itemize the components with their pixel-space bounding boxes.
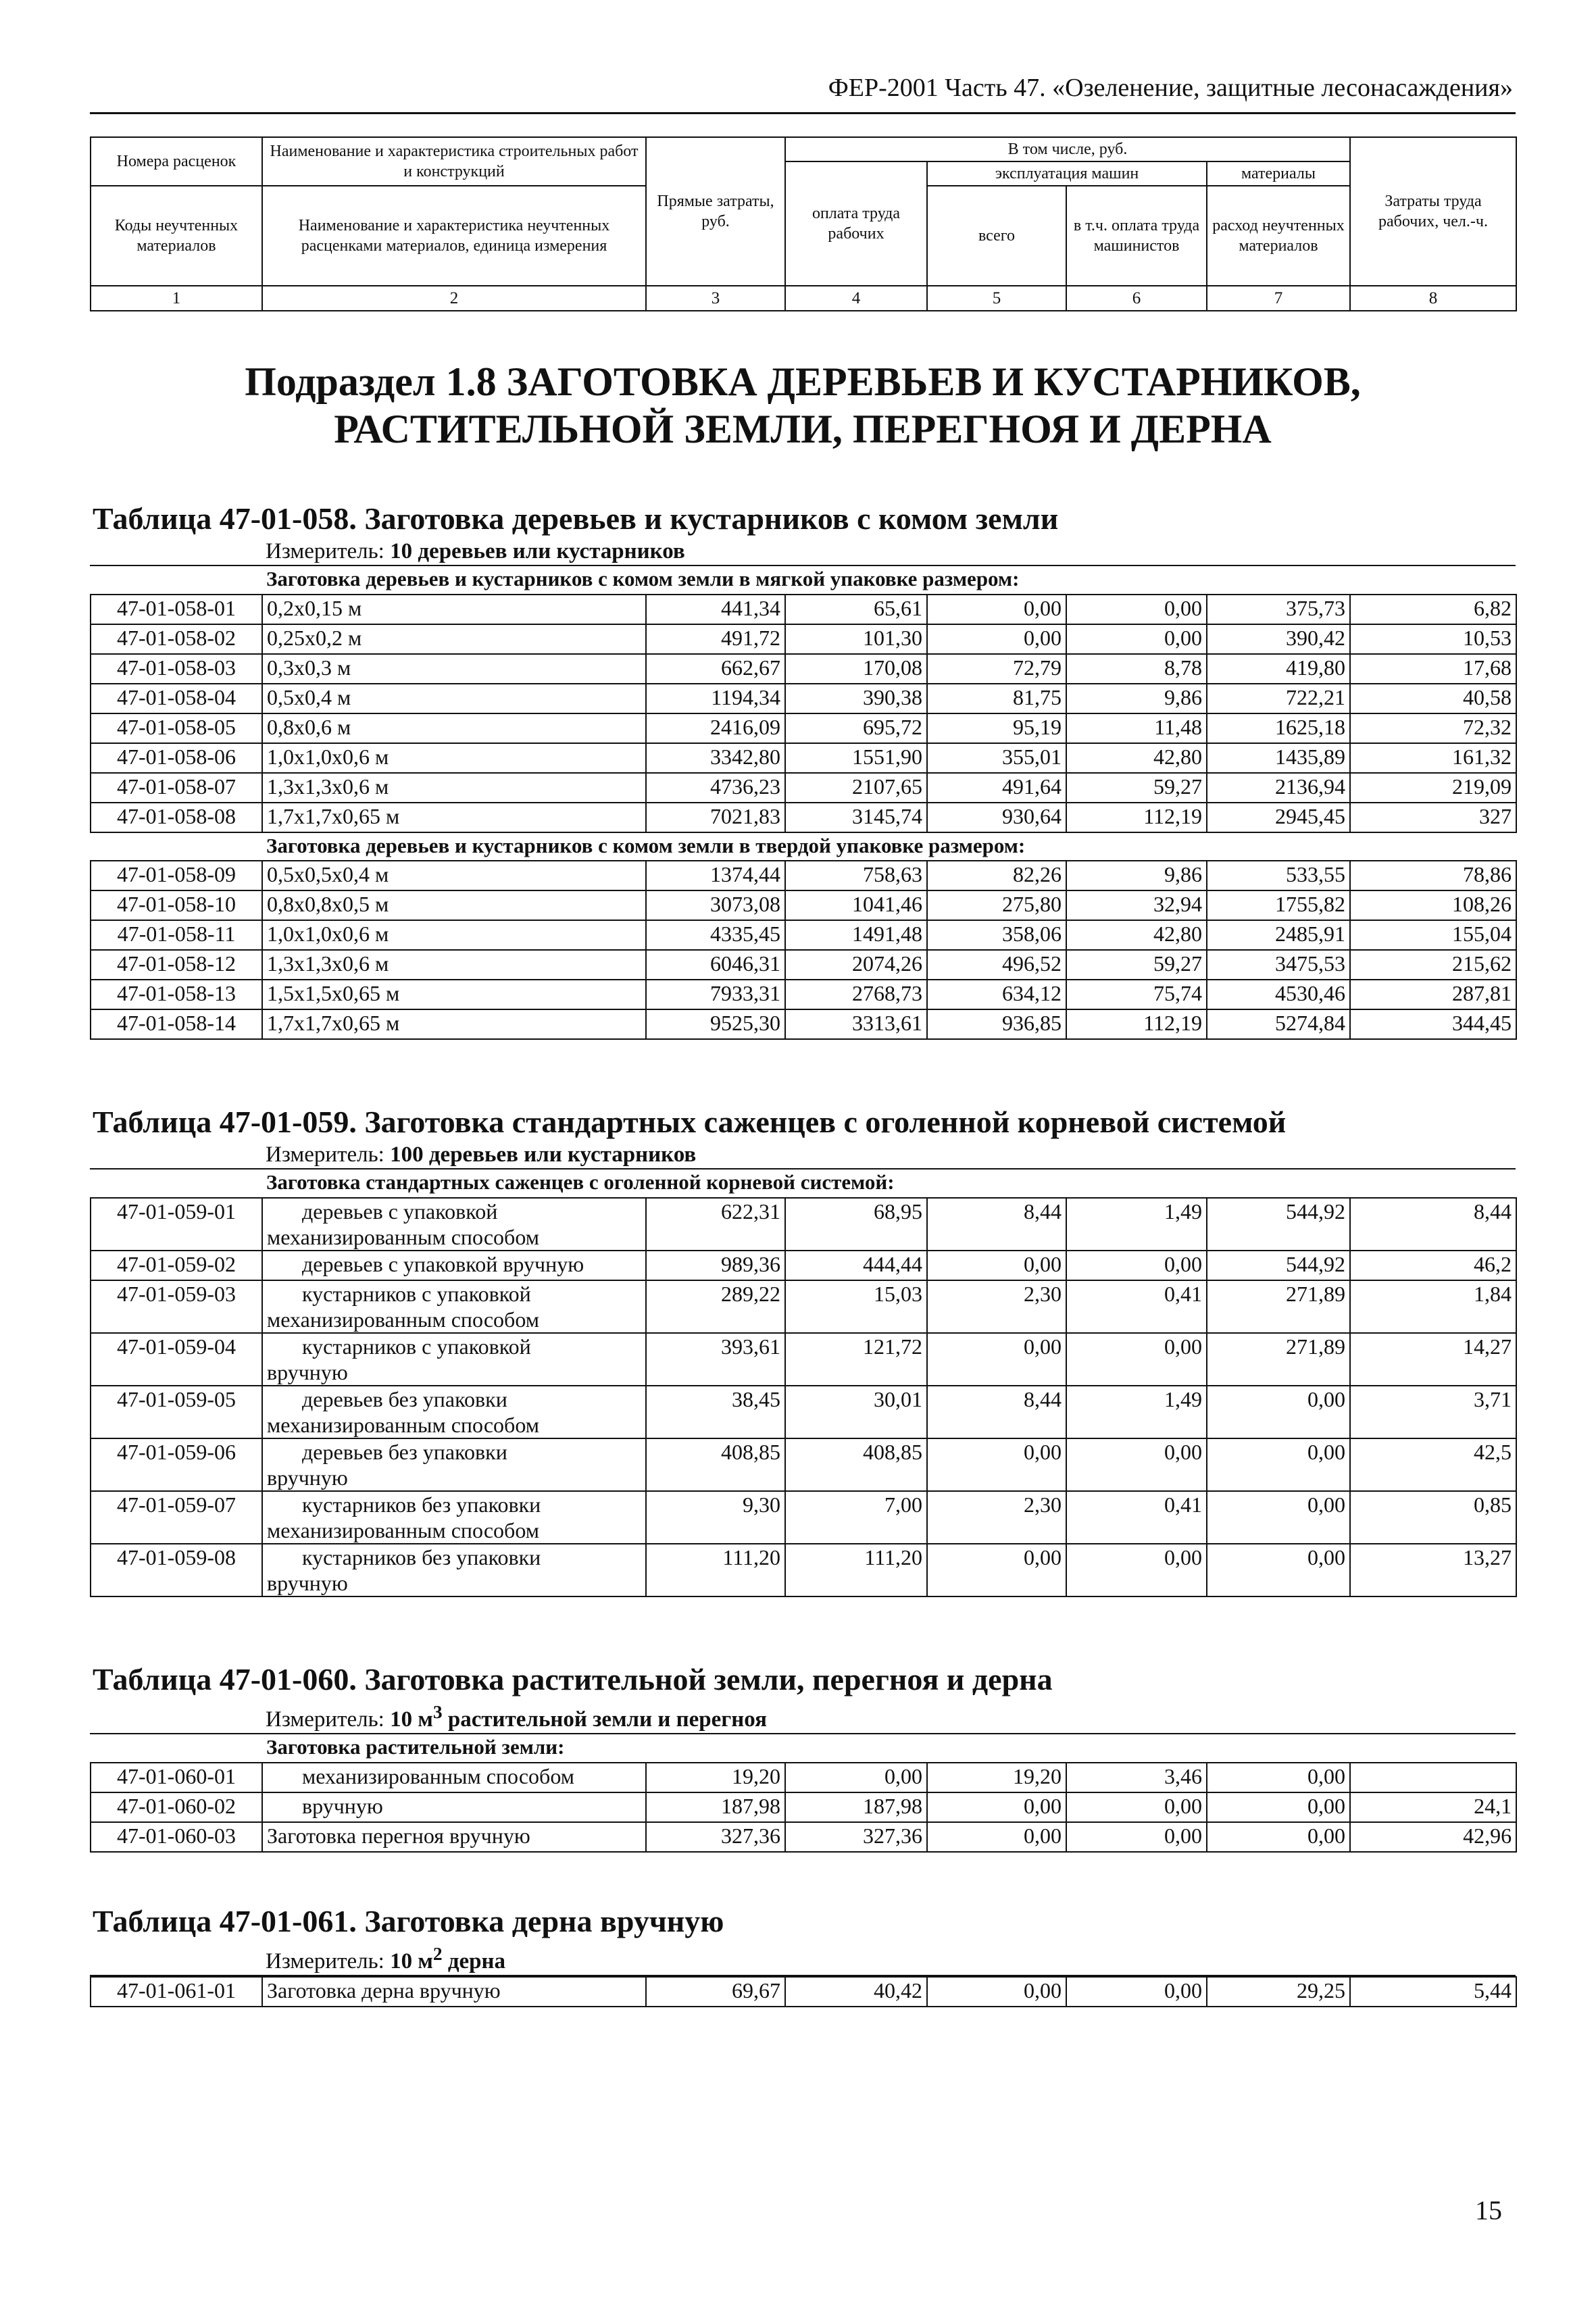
subheading-text: Заготовка стандартных саженцев с оголенной корневой системой: xyxy=(91,1169,1516,1198)
value-cell: 11,48 xyxy=(1066,713,1207,743)
value-cell: 0,00 xyxy=(1066,624,1207,654)
value-cell: 46,2 xyxy=(1350,1251,1516,1280)
value-cell: 69,67 xyxy=(646,1977,785,2007)
table-059-rows xyxy=(91,1169,1516,1596)
value-cell: 95,19 xyxy=(927,713,1066,743)
table-058 xyxy=(90,566,1517,1040)
value-cell: 1041,46 xyxy=(785,890,927,920)
value-cell: 42,96 xyxy=(1350,1822,1516,1852)
value-cell: 5,44 xyxy=(1350,1977,1516,2007)
value-cell: 17,68 xyxy=(1350,654,1516,684)
rate-code: 47-01-060-03 xyxy=(91,1822,262,1852)
table-060 xyxy=(90,1734,1517,1853)
work-name: 1,0х1,0х0,6 м xyxy=(262,920,646,950)
value-cell: 289,22 xyxy=(646,1280,785,1333)
value-cell: 0,00 xyxy=(1066,1251,1207,1280)
rate-code: 47-01-058-07 xyxy=(91,773,262,803)
value-cell: 3342,80 xyxy=(646,743,785,773)
work-name: кустарников с упаковкой вручную xyxy=(262,1333,646,1386)
table-row xyxy=(91,1438,1516,1491)
work-name: 1,0х1,0х0,6 м xyxy=(262,743,646,773)
value-cell: 0,00 xyxy=(1066,1544,1207,1596)
table-row xyxy=(91,743,1516,773)
value-cell: 24,1 xyxy=(1350,1792,1516,1822)
table-row xyxy=(91,713,1516,743)
rate-code: 47-01-059-02 xyxy=(91,1251,262,1280)
work-name: 1,7х1,7х0,65 м xyxy=(262,803,646,832)
value-cell: 2,30 xyxy=(927,1280,1066,1333)
value-cell: 0,00 xyxy=(927,1822,1066,1852)
value-cell: 758,63 xyxy=(785,861,927,890)
page-number: 15 xyxy=(1475,2195,1502,2225)
work-name: 0,3х0,3 м xyxy=(262,654,646,684)
value-cell: 0,00 xyxy=(1207,1386,1350,1438)
rate-code: 47-01-058-12 xyxy=(91,950,262,980)
work-name: механизированным способом xyxy=(262,1763,646,1792)
value-cell: 8,44 xyxy=(1350,1198,1516,1251)
value-cell: 38,45 xyxy=(646,1386,785,1438)
value-cell: 0,00 xyxy=(927,1438,1066,1491)
table-row xyxy=(91,595,1516,624)
table-row xyxy=(91,624,1516,654)
value-cell: 544,92 xyxy=(1207,1251,1350,1280)
table-row xyxy=(91,684,1516,713)
col-number: 6 xyxy=(1066,286,1207,311)
value-cell: 68,95 xyxy=(785,1198,927,1251)
value-cell: 634,12 xyxy=(927,980,1066,1009)
value-cell: 59,27 xyxy=(1066,950,1207,980)
value-cell: 327 xyxy=(1350,803,1516,832)
rate-code: 47-01-058-08 xyxy=(91,803,262,832)
value-cell: 0,00 xyxy=(1066,595,1207,624)
table-061-title: Таблица 47-01-061. Заготовка дерна вручную xyxy=(93,1904,724,1938)
table-059 xyxy=(90,1169,1517,1597)
header-machines-incl: в т.ч. оплата труда машинистов xyxy=(1066,186,1207,286)
value-cell: 375,73 xyxy=(1207,595,1350,624)
col-number: 3 xyxy=(646,286,785,311)
rate-code: 47-01-058-10 xyxy=(91,890,262,920)
header-codes: Коды неучтенных материалов xyxy=(91,186,262,286)
value-cell: 187,98 xyxy=(785,1792,927,1822)
work-name: 0,25х0,2 м xyxy=(262,624,646,654)
col-number: 7 xyxy=(1207,286,1350,311)
table-row xyxy=(91,1977,1516,2007)
value-cell: 7933,31 xyxy=(646,980,785,1009)
table-061 xyxy=(90,1976,1517,2007)
value-cell: 3,46 xyxy=(1066,1763,1207,1792)
header-labor-pay: оплата труда рабочих xyxy=(785,161,927,286)
value-cell: 4530,46 xyxy=(1207,980,1350,1009)
value-cell xyxy=(1350,1763,1516,1792)
value-cell: 722,21 xyxy=(1207,684,1350,713)
header-machines-total: всего xyxy=(927,186,1066,286)
value-cell: 30,01 xyxy=(785,1386,927,1438)
table-row xyxy=(91,890,1516,920)
rate-code: 47-01-060-02 xyxy=(91,1792,262,1822)
value-cell: 219,09 xyxy=(1350,773,1516,803)
value-cell: 0,00 xyxy=(927,1977,1066,2007)
table-row xyxy=(91,773,1516,803)
value-cell: 1,49 xyxy=(1066,1198,1207,1251)
table-058-title: Таблица 47-01-058. Заготовка деревьев и кустарников с комом земли xyxy=(93,501,1059,536)
value-cell: 32,94 xyxy=(1066,890,1207,920)
value-cell: 662,67 xyxy=(646,654,785,684)
table-row xyxy=(91,1009,1516,1039)
table-058-soft-rows xyxy=(91,566,1516,832)
table-row xyxy=(91,1251,1516,1280)
table-060-title: Таблица 47-01-060. Заготовка растительной земли, перегноя и дерна xyxy=(93,1662,1053,1696)
table-row xyxy=(91,1822,1516,1852)
work-name: 0,8х0,6 м xyxy=(262,713,646,743)
value-cell: 0,00 xyxy=(1066,1333,1207,1386)
value-cell: 108,26 xyxy=(1350,890,1516,920)
header-materials-sub: расход неучтенных материалов xyxy=(1207,186,1350,286)
work-name: 1,3х1,3х0,6 м xyxy=(262,950,646,980)
subheading-text: Заготовка растительной земли: xyxy=(91,1734,1516,1763)
value-cell: 6046,31 xyxy=(646,950,785,980)
header-works: Наименование и характеристика строительных работ и конструкций xyxy=(262,137,646,186)
value-cell: 7,00 xyxy=(785,1491,927,1544)
value-cell: 0,00 xyxy=(1207,1792,1350,1822)
value-cell: 271,89 xyxy=(1207,1280,1350,1333)
value-cell: 0,00 xyxy=(1207,1763,1350,1792)
value-cell: 393,61 xyxy=(646,1333,785,1386)
value-cell: 0,00 xyxy=(927,624,1066,654)
value-cell: 1194,34 xyxy=(646,684,785,713)
value-cell: 2945,45 xyxy=(1207,803,1350,832)
table-row xyxy=(91,1280,1516,1333)
col-number: 2 xyxy=(262,286,646,311)
table-row xyxy=(91,950,1516,980)
value-cell: 75,74 xyxy=(1066,980,1207,1009)
work-name: Заготовка перегноя вручную xyxy=(262,1822,646,1852)
table-061-unit: Измеритель: 10 $м^2$ дерна xyxy=(266,1943,506,1973)
rate-code: 47-01-059-08 xyxy=(91,1544,262,1596)
value-cell: 1374,44 xyxy=(646,861,785,890)
value-cell: 491,72 xyxy=(646,624,785,654)
value-cell: 533,55 xyxy=(1207,861,1350,890)
value-cell: 2107,65 xyxy=(785,773,927,803)
work-name: кустарников без упаковки механизированным способом xyxy=(262,1491,646,1544)
table-061-rows xyxy=(91,1977,1516,2007)
table-subheading xyxy=(91,1734,1516,1763)
value-cell: 491,64 xyxy=(927,773,1066,803)
header-materials-desc: Наименование и характеристика неучтенных расценками материалов, единица измерения xyxy=(262,186,646,286)
value-cell: 0,00 xyxy=(1066,1822,1207,1852)
value-cell: 2136,94 xyxy=(1207,773,1350,803)
rate-code: 47-01-058-11 xyxy=(91,920,262,950)
value-cell: 13,27 xyxy=(1350,1544,1516,1596)
rate-code: 47-01-059-05 xyxy=(91,1386,262,1438)
table-subheading xyxy=(91,832,1516,861)
value-cell: 1551,90 xyxy=(785,743,927,773)
rate-code: 47-01-059-01 xyxy=(91,1198,262,1251)
value-cell: 1625,18 xyxy=(1207,713,1350,743)
value-cell: 544,92 xyxy=(1207,1198,1350,1251)
header-rates: Номера расценок xyxy=(91,137,262,186)
work-name: деревьев с упаковкой механизированным способом xyxy=(262,1198,646,1251)
value-cell: 344,45 xyxy=(1350,1009,1516,1039)
value-cell: 29,25 xyxy=(1207,1977,1350,2007)
value-cell: 101,30 xyxy=(785,624,927,654)
value-cell: 2074,26 xyxy=(785,950,927,980)
value-cell: 0,85 xyxy=(1350,1491,1516,1544)
running-head: ФЕР-2001 Часть 47. «Озеленение, защитные лесонасаждения» xyxy=(828,74,1513,102)
header-materials: материалы xyxy=(1207,161,1350,186)
value-cell: 72,32 xyxy=(1350,713,1516,743)
table-row xyxy=(91,1333,1516,1386)
value-cell: 1755,82 xyxy=(1207,890,1350,920)
rate-code: 47-01-058-05 xyxy=(91,713,262,743)
value-cell: 187,98 xyxy=(646,1792,785,1822)
rate-code: 47-01-058-01 xyxy=(91,595,262,624)
value-cell: 2416,09 xyxy=(646,713,785,743)
subheading-text: Заготовка деревьев и кустарников с комом земли в твердой упаковке размером: xyxy=(91,832,1516,861)
header-machines: эксплуатация машин xyxy=(927,161,1207,186)
table-060-rows xyxy=(91,1734,1516,1852)
value-cell: 170,08 xyxy=(785,654,927,684)
work-name: Заготовка дерна вручную xyxy=(262,1977,646,2007)
rate-code: 47-01-059-04 xyxy=(91,1333,262,1386)
value-cell: 8,44 xyxy=(927,1386,1066,1438)
value-cell: 358,06 xyxy=(927,920,1066,950)
value-cell: 0,00 xyxy=(1207,1822,1350,1852)
table-row xyxy=(91,803,1516,832)
value-cell: 8,78 xyxy=(1066,654,1207,684)
value-cell: 275,80 xyxy=(927,890,1066,920)
value-cell: 111,20 xyxy=(646,1544,785,1596)
value-cell: 2485,91 xyxy=(1207,920,1350,950)
subheading-text: Заготовка деревьев и кустарников с комом земли в мягкой упаковке размером: xyxy=(91,566,1516,595)
rate-code: 47-01-058-13 xyxy=(91,980,262,1009)
value-cell: 0,00 xyxy=(927,1544,1066,1596)
value-cell: 81,75 xyxy=(927,684,1066,713)
table-row xyxy=(91,920,1516,950)
value-cell: 78,86 xyxy=(1350,861,1516,890)
value-cell: 390,42 xyxy=(1207,624,1350,654)
value-cell: 6,82 xyxy=(1350,595,1516,624)
header-including: В том числе, руб. xyxy=(785,137,1350,161)
value-cell: 0,00 xyxy=(1207,1544,1350,1596)
work-name: 1,5х1,5х0,65 м xyxy=(262,980,646,1009)
value-cell: 287,81 xyxy=(1350,980,1516,1009)
rate-code: 47-01-058-03 xyxy=(91,654,262,684)
value-cell: 327,36 xyxy=(646,1822,785,1852)
value-cell: 0,00 xyxy=(927,1251,1066,1280)
value-cell: 72,79 xyxy=(927,654,1066,684)
value-cell: 3313,61 xyxy=(785,1009,927,1039)
work-name: кустарников с упаковкой механизированным способом xyxy=(262,1280,646,1333)
value-cell: 3073,08 xyxy=(646,890,785,920)
rate-code: 47-01-060-01 xyxy=(91,1763,262,1792)
col-number: 5 xyxy=(927,286,1066,311)
value-cell: 0,41 xyxy=(1066,1280,1207,1333)
work-name: 0,8х0,8х0,5 м xyxy=(262,890,646,920)
value-cell: 1491,48 xyxy=(785,920,927,950)
rate-code: 47-01-058-02 xyxy=(91,624,262,654)
value-cell: 10,53 xyxy=(1350,624,1516,654)
value-cell: 390,38 xyxy=(785,684,927,713)
rate-code: 47-01-058-04 xyxy=(91,684,262,713)
section-title: Подраздел 1.8 ЗАГОТОВКА ДЕРЕВЬЕВ И КУСТАРНИКОВ, РАСТИТЕЛЬНОЙ ЗЕМЛИ, ПЕРЕГНОЯ И ДЕРНА xyxy=(245,359,1361,451)
value-cell: 42,5 xyxy=(1350,1438,1516,1491)
work-name: 0,5х0,4 м xyxy=(262,684,646,713)
value-cell: 40,42 xyxy=(785,1977,927,2007)
value-cell: 5274,84 xyxy=(1207,1009,1350,1039)
table-row xyxy=(91,1763,1516,1792)
table-row xyxy=(91,1792,1516,1822)
column-header-table xyxy=(90,136,1517,311)
work-name: деревьев без упаковки вручную xyxy=(262,1438,646,1491)
table-row xyxy=(91,980,1516,1009)
value-cell: 622,31 xyxy=(646,1198,785,1251)
value-cell: 444,44 xyxy=(785,1251,927,1280)
col-number: 4 xyxy=(785,286,927,311)
value-cell: 8,44 xyxy=(927,1198,1066,1251)
value-cell: 0,00 xyxy=(927,595,1066,624)
value-cell: 989,36 xyxy=(646,1251,785,1280)
rate-code: 47-01-059-07 xyxy=(91,1491,262,1544)
header-direct-costs: Прямые затраты, руб. xyxy=(646,137,785,286)
value-cell: 19,20 xyxy=(646,1763,785,1792)
rate-code: 47-01-058-09 xyxy=(91,861,262,890)
value-cell: 65,61 xyxy=(785,595,927,624)
table-row xyxy=(91,1491,1516,1544)
value-cell: 936,85 xyxy=(927,1009,1066,1039)
value-cell: 42,80 xyxy=(1066,743,1207,773)
value-cell: 0,00 xyxy=(1066,1438,1207,1491)
rate-code: 47-01-059-03 xyxy=(91,1280,262,1333)
table-row xyxy=(91,1198,1516,1251)
document-body xyxy=(90,296,1516,2007)
value-cell: 1,84 xyxy=(1350,1280,1516,1333)
value-cell: 14,27 xyxy=(1350,1333,1516,1386)
value-cell: 121,72 xyxy=(785,1333,927,1386)
work-name: деревьев без упаковки механизированным способом xyxy=(262,1386,646,1438)
value-cell: 496,52 xyxy=(927,950,1066,980)
value-cell: 215,62 xyxy=(1350,950,1516,980)
value-cell: 4736,23 xyxy=(646,773,785,803)
value-cell: 0,00 xyxy=(927,1792,1066,1822)
rate-code: 47-01-059-06 xyxy=(91,1438,262,1491)
value-cell: 3,71 xyxy=(1350,1386,1516,1438)
value-cell: 82,26 xyxy=(927,861,1066,890)
value-cell: 408,85 xyxy=(646,1438,785,1491)
table-row xyxy=(91,654,1516,684)
value-cell: 1435,89 xyxy=(1207,743,1350,773)
work-name: 0,2х0,15 м xyxy=(262,595,646,624)
rate-code: 47-01-058-14 xyxy=(91,1009,262,1039)
col-number: 8 xyxy=(1350,286,1516,311)
table-row xyxy=(91,1544,1516,1596)
value-cell: 161,32 xyxy=(1350,743,1516,773)
value-cell: 930,64 xyxy=(927,803,1066,832)
value-cell: 40,58 xyxy=(1350,684,1516,713)
value-cell: 0,00 xyxy=(1066,1792,1207,1822)
table-row xyxy=(91,861,1516,890)
value-cell: 4335,45 xyxy=(646,920,785,950)
value-cell: 9,86 xyxy=(1066,861,1207,890)
table-row xyxy=(91,1386,1516,1438)
value-cell: 408,85 xyxy=(785,1438,927,1491)
header-labor-cost: Затраты труда рабочих, чел.-ч. xyxy=(1350,137,1516,286)
work-name: вручную xyxy=(262,1792,646,1822)
value-cell: 0,00 xyxy=(1207,1438,1350,1491)
value-cell: 419,80 xyxy=(1207,654,1350,684)
rate-code: 47-01-058-06 xyxy=(91,743,262,773)
table-060-unit: Измеритель: 10 $м^3$ растительной земли и перегноя xyxy=(266,1701,767,1732)
value-cell: 7021,83 xyxy=(646,803,785,832)
header-rule xyxy=(90,112,1516,114)
value-cell: 3475,53 xyxy=(1207,950,1350,980)
work-name: кустарников без упаковки вручную xyxy=(262,1544,646,1596)
value-cell: 327,36 xyxy=(785,1822,927,1852)
value-cell: 15,03 xyxy=(785,1280,927,1333)
rate-code: 47-01-061-01 xyxy=(91,1977,262,2007)
value-cell: 9525,30 xyxy=(646,1009,785,1039)
work-name: 1,7х1,7х0,65 м xyxy=(262,1009,646,1039)
value-cell: 2768,73 xyxy=(785,980,927,1009)
value-cell: 271,89 xyxy=(1207,1333,1350,1386)
value-cell: 2,30 xyxy=(927,1491,1066,1544)
value-cell: 355,01 xyxy=(927,743,1066,773)
value-cell: 441,34 xyxy=(646,595,785,624)
value-cell: 0,00 xyxy=(927,1333,1066,1386)
work-name: 1,3х1,3х0,6 м xyxy=(262,773,646,803)
value-cell: 0,41 xyxy=(1066,1491,1207,1544)
work-name: 0,5х0,5х0,4 м xyxy=(262,861,646,890)
value-cell: 9,86 xyxy=(1066,684,1207,713)
value-cell: 0,00 xyxy=(1066,1977,1207,2007)
value-cell: 695,72 xyxy=(785,713,927,743)
table-subheading xyxy=(91,566,1516,595)
work-name: деревьев с упаковкой вручную xyxy=(262,1251,646,1280)
value-cell: 59,27 xyxy=(1066,773,1207,803)
value-cell: 19,20 xyxy=(927,1763,1066,1792)
table-058-unit: Измеритель: 10 деревьев или кустарников xyxy=(266,539,685,563)
value-cell: 0,00 xyxy=(1207,1491,1350,1544)
table-059-unit: Измеритель: 100 деревьев или кустарников xyxy=(266,1142,697,1167)
value-cell: 112,19 xyxy=(1066,1009,1207,1039)
value-cell: 112,19 xyxy=(1066,803,1207,832)
value-cell: 3145,74 xyxy=(785,803,927,832)
table-subheading xyxy=(91,1169,1516,1198)
table-059-title: Таблица 47-01-059. Заготовка стандартных саженцев с оголенной корневой системой xyxy=(93,1105,1287,1139)
col-number: 1 xyxy=(91,286,262,311)
value-cell: 111,20 xyxy=(785,1544,927,1596)
value-cell: 9,30 xyxy=(646,1491,785,1544)
value-cell: 1,49 xyxy=(1066,1386,1207,1438)
value-cell: 42,80 xyxy=(1066,920,1207,950)
value-cell: 155,04 xyxy=(1350,920,1516,950)
value-cell: 0,00 xyxy=(785,1763,927,1792)
table-058-hard-rows xyxy=(91,832,1516,1039)
